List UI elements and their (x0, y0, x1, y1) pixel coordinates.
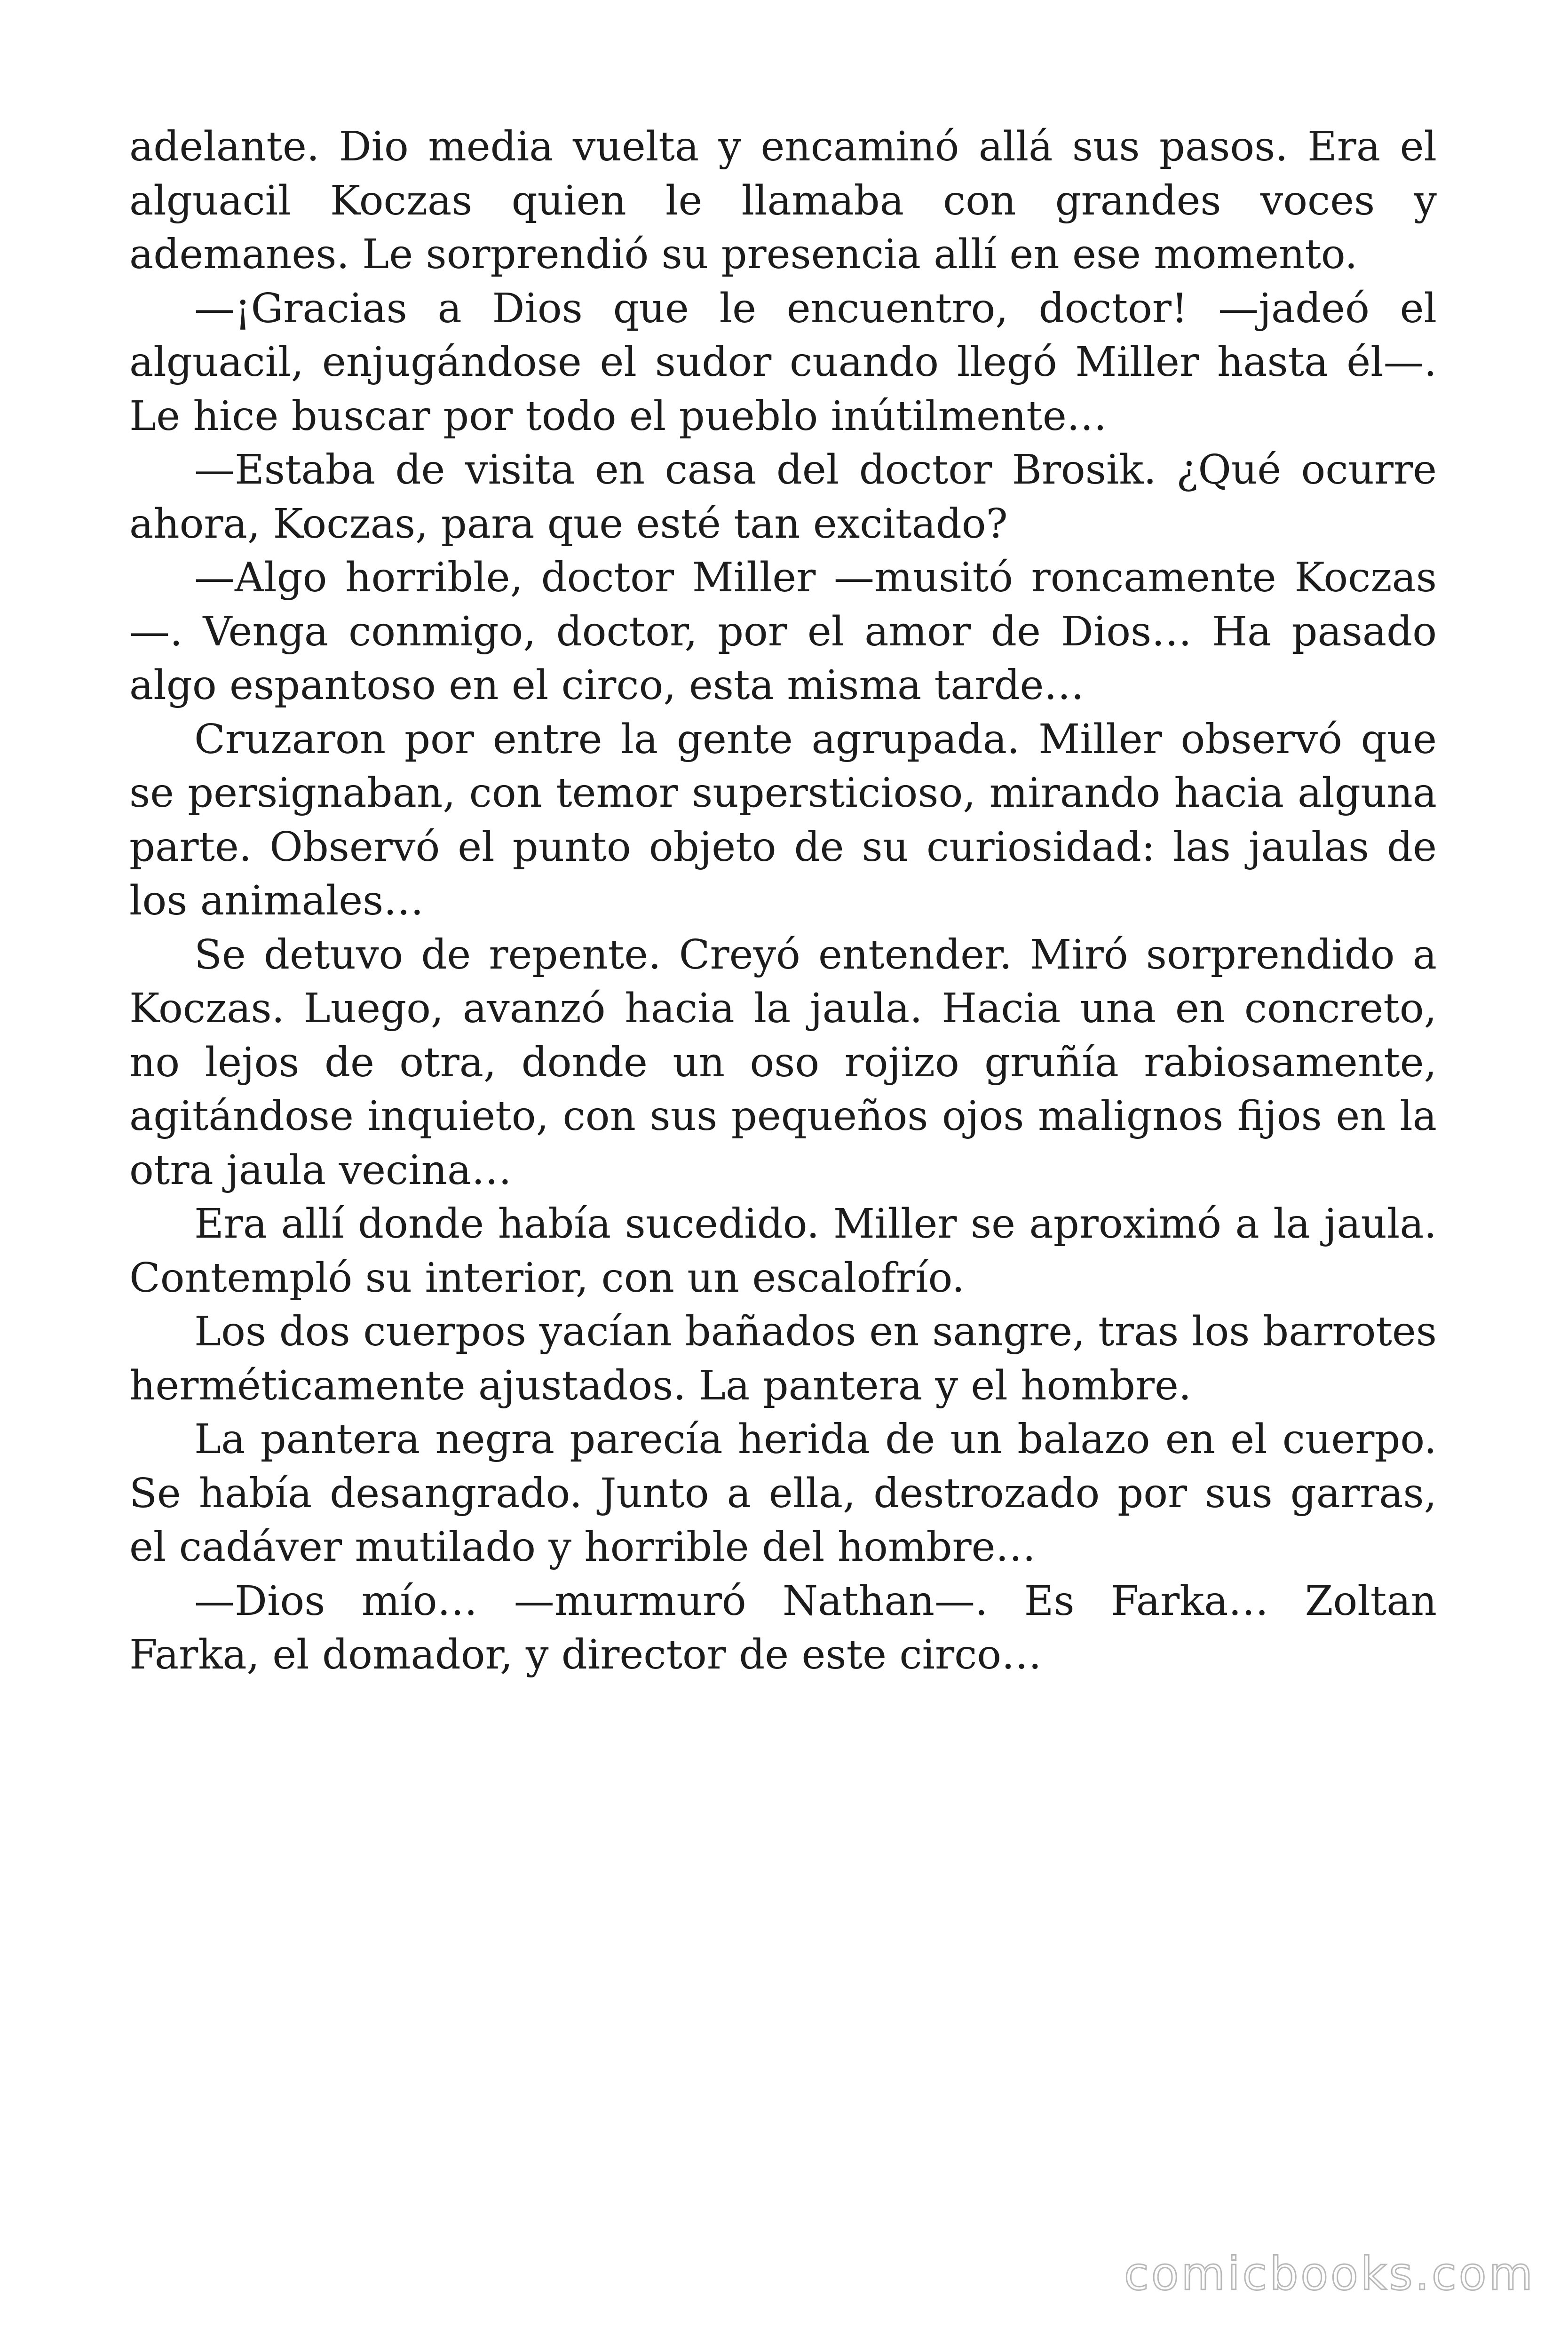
paragraph-panther: La pantera negra parecía herida de un balazo en el cuerpo. Se había desangrado. Junto a ella, destrozado por sus garras, el cadáver mutilado y horrible del hombre… (129, 1416, 1437, 1571)
paragraph-dialogue-nathan: —Dios mío… —murmuró Nathan—. Es Farka… Zoltan Farka, el domador, y director de este circo… (129, 1577, 1437, 1678)
paragraph-bodies: Los dos cuerpos yacían bañados en sangre, tras los barrotes herméticamente ajustados. La pantera y el hombre. (129, 1308, 1437, 1409)
paragraph-scene: Era allí donde había sucedido. Miller se aproximó a la jaula. Contempló su interior, con un escalofrío. (129, 1200, 1437, 1302)
paragraph-continuation: adelante. Dio media vuelta y encaminó allá sus pasos. Era el alguacil Koczas quien le llamaba con grandes voces y ademanes. Le sorprendió su presencia allí en ese momento. (129, 123, 1437, 278)
paragraph-dialogue-koczas: —Algo horrible, doctor Miller —musitó roncamente Koczas—. Venga conmigo, doctor, por el amor de Dios… Ha pasado algo espantoso en el circo, esta misma tarde… (129, 554, 1437, 709)
paragraph-cage: Se detuvo de repente. Creyó entender. Miró sorprendido a Koczas. Luego, avanzó hacia la jaula. Hacia una en concreto, no lejos de otra, donde un oso rojizo gruñía rabiosamente, agitándose inquieto, con sus pequeños ojos malignos fijos en la otra jaula vecina… (129, 931, 1437, 1194)
paragraph-crowd: Cruzaron por entre la gente agrupada. Miller observó que se persignaban, con temor supersticioso, mirando hacia alguna parte. Observó el punto objeto de su curiosidad: las jaulas de los animales… (129, 715, 1437, 924)
watermark-logo: comicbooks.com (1124, 2248, 1535, 2300)
paragraph-dialogue-miller: —Estaba de visita en casa del doctor Brosik. ¿Qué ocurre ahora, Koczas, para que esté tan excitado? (129, 446, 1437, 548)
paragraph-dialogue-alguacil: —¡Gracias a Dios que le encuentro, doctor! —jadeó el alguacil, enjugándose el sudor cuando llegó Miller hasta él—. Le hice buscar por todo el pueblo inútilmente… (129, 285, 1437, 440)
body-text (129, 120, 1437, 1682)
